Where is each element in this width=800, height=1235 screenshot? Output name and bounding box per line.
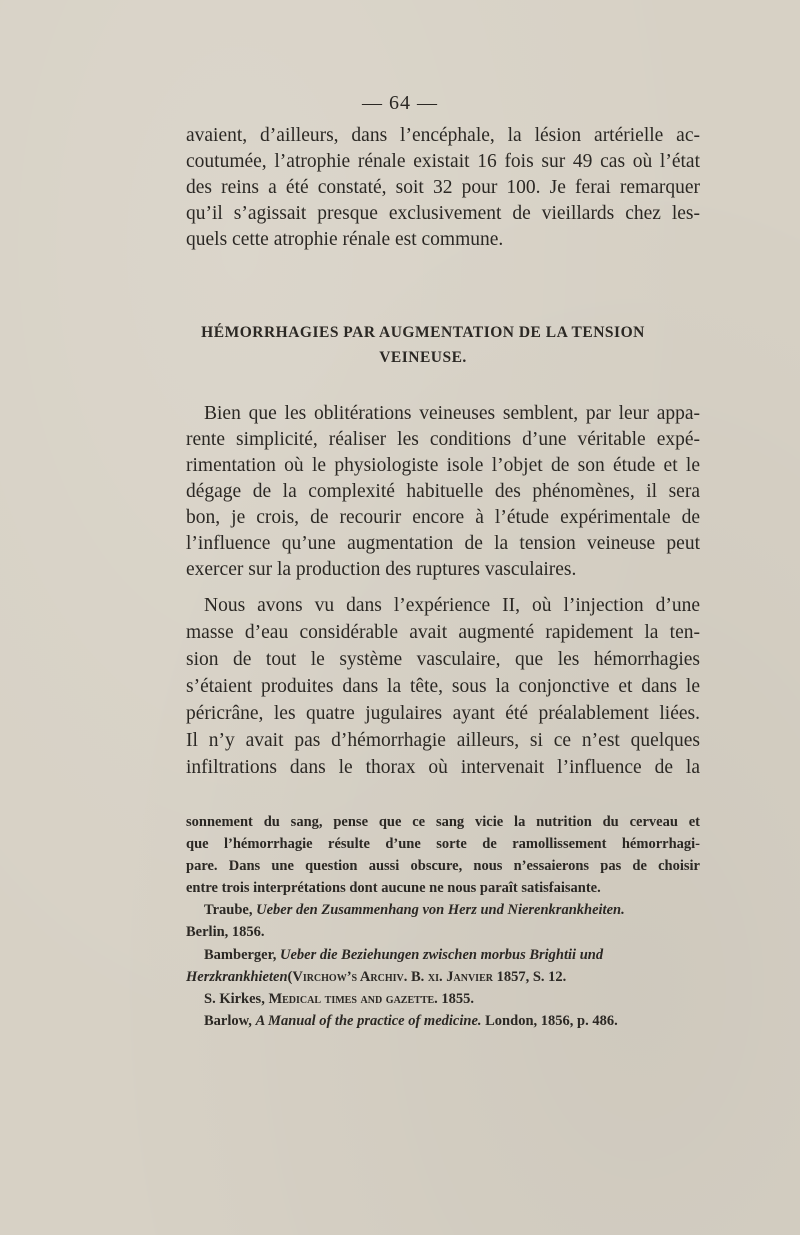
text-line: exercer sur la production des ruptures vasculaires. bbox=[186, 559, 577, 580]
text-line: quels cette atrophie rénale est commune. bbox=[186, 229, 504, 250]
reference-source: (Virchow’s Archiv. B. xi. Janvier 1857, S. 12. bbox=[287, 969, 567, 985]
reference-title: Ueber den Zusammenhang von Herz und Nierenkrankheiten. bbox=[256, 902, 625, 918]
reference-title: Ueber die Beziehungen zwischen morbus Brightii und bbox=[279, 947, 604, 963]
reference-barlow bbox=[204, 1010, 700, 1032]
reference-kirkes bbox=[204, 988, 700, 1010]
reference-traube-place: Berlin, 1856. bbox=[186, 924, 265, 940]
text-line: l’influence qu’une augmentation de la tension veineuse peut bbox=[186, 533, 700, 554]
reference-source: Medical times and gazette. 1855. bbox=[268, 991, 475, 1007]
section-heading: HÉMORRHAGIES PAR AUGMENTATION DE LA TENSION bbox=[201, 324, 645, 341]
text-line: s’étaient produites dans la tête, sous la conjonctive et dans le bbox=[186, 676, 700, 697]
text-line: avaient, d’ailleurs, dans l’encéphale, la lésion artérielle ac- bbox=[186, 125, 700, 146]
section-heading-continued: VEINEUSE. bbox=[379, 349, 467, 366]
footnote-line: sonnement du sang, pense que ce sang vicie la nutrition du cerveau et bbox=[186, 814, 700, 830]
text-line: rente simplicité, réaliser les conditions d’une véritable expé- bbox=[186, 429, 700, 450]
text-line: masse d’eau considérable avait augmenté rapidement la ten- bbox=[186, 622, 700, 643]
reference-bamberger bbox=[204, 944, 700, 966]
reference-author: Traube, bbox=[204, 902, 253, 918]
text-line: rimentation où le physiologiste isole l’objet de son étude et le bbox=[186, 455, 700, 476]
reference-author: Barlow, bbox=[204, 1013, 252, 1029]
text-line: péricrâne, les quatre jugulaires ayant été préalablement liées. bbox=[186, 703, 700, 724]
reference-author: Bamberger, bbox=[204, 947, 277, 963]
text-line: dégage de la complexité habituelle des phénomènes, il sera bbox=[186, 481, 700, 502]
text-line: Il n’y avait pas d’hémorrhagie ailleurs, si ce n’est quelques bbox=[186, 730, 700, 751]
footnote-line: entre trois interprétations dont aucune ne nous paraît satisfaisante. bbox=[186, 880, 601, 896]
text-line: des reins a été constaté, soit 32 pour 100. Je ferai remarquer bbox=[186, 177, 700, 198]
text-line: coutumée, l’atrophie rénale existait 16 fois sur 49 cas où l’état bbox=[186, 151, 700, 172]
text-line: infiltrations dans le thorax où intervenait l’influence de la bbox=[186, 757, 700, 778]
text-line: Nous avons vu dans l’expérience II, où l’injection d’une bbox=[204, 595, 700, 616]
footnote-line: que l’hémorrhagie résulte d’une sorte de ramollissement hémorrhagi- bbox=[186, 836, 700, 852]
text-line: bon, je crois, de recourir encore à l’étude expérimentale de bbox=[186, 507, 700, 528]
reference-bamberger-continued bbox=[186, 966, 700, 988]
reference-author: S. Kirkes, bbox=[204, 991, 265, 1007]
footnote-line: pare. Dans une question aussi obscure, nous n’essaierons pas de choisir bbox=[186, 858, 700, 874]
reference-traube bbox=[204, 899, 700, 921]
text-line: qu’il s’agissait presque exclusivement de vieillards chez les- bbox=[186, 203, 700, 224]
reference-place: London, 1856, p. 486. bbox=[485, 1013, 618, 1029]
reference-title: Herzkrankhieten bbox=[186, 969, 288, 985]
reference-title: A Manual of the practice of medicine. bbox=[255, 1013, 482, 1029]
text-line: Bien que les oblitérations veineuses semblent, par leur appa- bbox=[204, 403, 700, 424]
page-number: — 64 — bbox=[362, 92, 438, 114]
text-line: sion de tout le système vasculaire, que les hémorrhagies bbox=[186, 649, 700, 670]
